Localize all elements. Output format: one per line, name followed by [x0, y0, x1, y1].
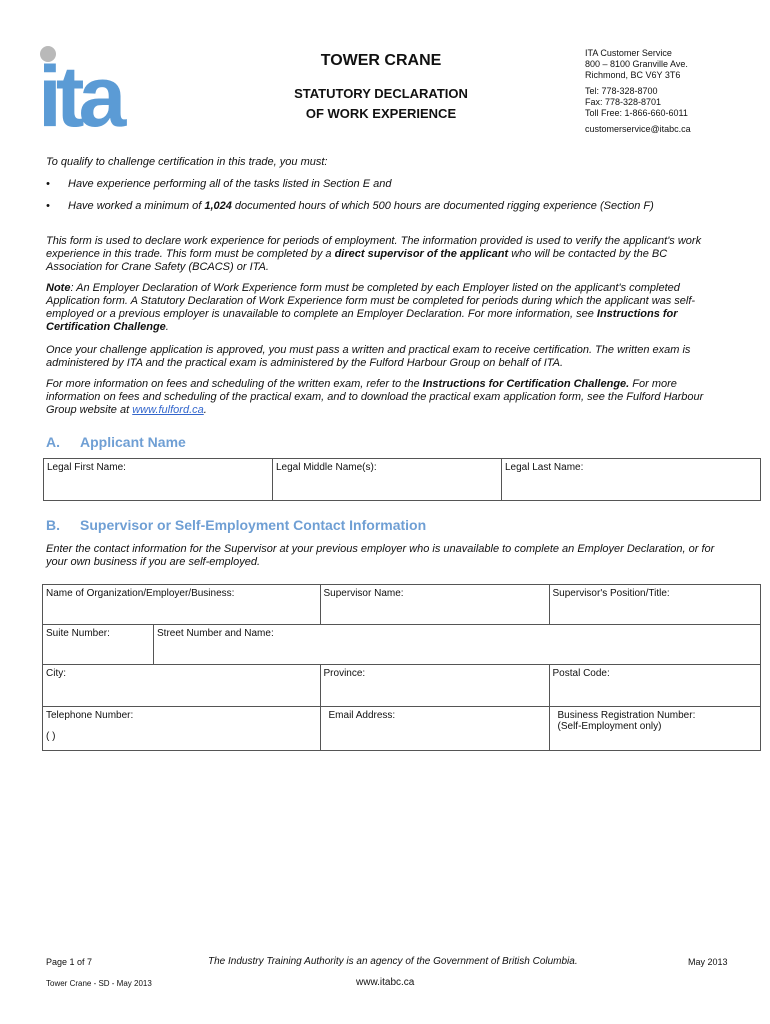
- postal-code-field[interactable]: Postal Code:: [549, 665, 760, 707]
- province-field[interactable]: Province:: [320, 665, 549, 707]
- ita-logo: [38, 46, 150, 145]
- supervisor-position-field[interactable]: Supervisor's Position/Title:: [549, 585, 760, 625]
- bullet-icon: •: [46, 200, 50, 212]
- website-link[interactable]: www.itabc.ca: [356, 977, 415, 988]
- fees-paragraph: For more information on fees and scheduling of the written exam, refer to the Instructions for Certification Challenge. For more information on fees and scheduling of the practical exam, and to download the practical exam application form, see the Fulford Harbour Group website at www.fulford.ca.: [46, 378, 704, 416]
- city-field[interactable]: City:: [43, 665, 321, 707]
- telephone-field[interactable]: Telephone Number: ( ): [43, 707, 321, 751]
- exam-paragraph: Once your challenge application is approved, you must pass a written and practical exam to receive certification. The written exam is administered by ITA and the practical exam is administered by the Fulford Harbour Group on behalf of ITA.: [46, 344, 691, 369]
- supervisor-name-field[interactable]: Supervisor Name:: [320, 585, 549, 625]
- supervisor-contact-table: [42, 584, 761, 751]
- form-title: TOWER CRANE: [320, 52, 442, 69]
- form-subtitle-line2: OF WORK EXPERIENCE: [305, 106, 457, 121]
- email-field[interactable]: Email Address:: [320, 707, 549, 751]
- contact-tel: Tel: 778-328-8700: [585, 86, 658, 96]
- footer-date: May 2013: [688, 957, 728, 967]
- form-subtitle-line1: STATUTORY DECLARATION: [294, 86, 468, 101]
- legal-last-name-field[interactable]: Legal Last Name:: [502, 459, 761, 501]
- contact-name: ITA Customer Service: [585, 48, 672, 58]
- legal-middle-name-field[interactable]: Legal Middle Name(s):: [273, 459, 502, 501]
- logo-text: ita: [38, 49, 121, 145]
- purpose-paragraph: This form is used to declare work experience for periods of employment. The information provided is used to verify the applicant's work experience in this trade. This form must be completed by a direct supervisor of the applicant who will be contacted by the BC Association for Crane Safety (BCACS) or ITA.: [46, 235, 702, 273]
- bullet-icon: •: [46, 178, 50, 190]
- fulford-link[interactable]: www.fulford.ca: [132, 404, 204, 416]
- form-subtitle: [270, 84, 492, 124]
- bullet-text: Have worked a minimum of 1,024 documented hours of which 500 hours are documented rigging experience (Section F): [68, 200, 654, 212]
- business-registration-field[interactable]: Business Registration Number: (Self-Employment only): [549, 707, 760, 751]
- section-a-heading: A. Applicant Name: [46, 434, 186, 450]
- applicant-name-table: [43, 458, 761, 501]
- section-b-instructions: Enter the contact information for the Supervisor at your previous employer who is unavailable to complete an Employer Declaration, or for your own business if you are self-employed.: [46, 543, 715, 568]
- legal-first-name-field[interactable]: Legal First Name:: [44, 459, 273, 501]
- document-id: Tower Crane - SD - May 2013: [46, 979, 152, 988]
- contact-address1: 800 – 8100 Granville Ave.: [585, 59, 688, 69]
- note-paragraph: Note: An Employer Declaration of Work Experience form must be completed by each Employer listed on the applicant's completed Application form. A Statutory Declaration of Work Experience form must be completed for periods during which the applicant was self-employed or a previous employer is unavailable to complete an Employer Declaration. For more information, see Instructions for Certification Challenge.: [46, 282, 696, 333]
- page-number: Page 1 of 7: [46, 957, 93, 967]
- contact-block: [585, 48, 691, 135]
- qualify-text: To qualify to challenge certification in this trade, you must:: [46, 156, 328, 168]
- organization-name-field[interactable]: Name of Organization/Employer/Business:: [43, 585, 321, 625]
- bullet-text: Have experience performing all of the tasks listed in Section E and: [68, 178, 392, 190]
- contact-address2: Richmond, BC V6Y 3T6: [585, 70, 681, 80]
- area-code-parens: ( ): [46, 731, 56, 742]
- contact-fax: Fax: 778-328-8701: [585, 97, 662, 107]
- section-b-heading: B. Supervisor or Self-Employment Contact Information: [46, 517, 427, 533]
- agency-statement: The Industry Training Authority is an agency of the Government of British Columbia.: [208, 956, 578, 967]
- suite-number-field[interactable]: Suite Number:: [43, 625, 154, 665]
- contact-tollfree: Toll Free: 1-866-660-6011: [585, 108, 688, 118]
- street-field[interactable]: Street Number and Name:: [154, 625, 761, 665]
- contact-email: customerservice@itabc.ca: [585, 124, 691, 134]
